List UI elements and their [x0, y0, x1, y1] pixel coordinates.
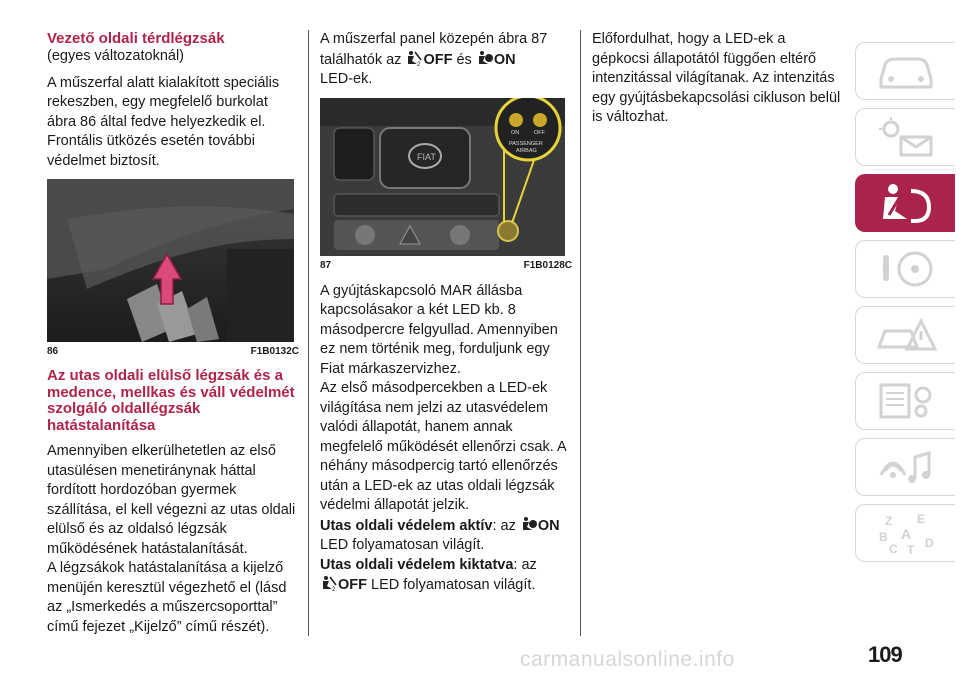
chapter-tab-maintenance[interactable] — [855, 372, 955, 430]
index-letter: Z — [884, 514, 892, 528]
knee-airbag-photo — [47, 179, 294, 342]
chapter-tab-multimedia[interactable] — [855, 438, 955, 496]
svg-text:2: 2 — [417, 61, 421, 66]
section-subtitle: (egyes változatoknál) — [47, 48, 185, 64]
paragraph-led-status: Az első másodpercekben a LED-ek világítása nem jelzi az utasvédelem valódi állapotát, hanem annak megfelelő működését ellenőrzi csak. A néhány másodpercig tartó ellenőrzés után a LED-ek az utas oldali légzsák védelmi állapotát jelzik. — [320, 380, 566, 513]
figure-86-number: 86 — [47, 346, 59, 357]
column-middle — [320, 30, 572, 596]
index-letter: T — [906, 543, 914, 555]
fig-passenger-label: PASSENGER — [509, 140, 543, 147]
steering-wheel-icon — [871, 247, 941, 291]
index-letter: D — [924, 536, 934, 550]
svg-text:FIAT: FIAT — [417, 151, 436, 162]
emergency-icon — [871, 313, 941, 357]
figure-87-caption — [320, 260, 572, 272]
page-number: 109 — [868, 642, 902, 667]
watermark: carmanualsonline.info — [520, 648, 735, 671]
fig-led-on-label: ON — [511, 129, 520, 136]
off-label: OFF — [423, 51, 453, 68]
index-letter: C — [888, 542, 898, 555]
maintenance-icon — [871, 379, 941, 423]
column-divider-1 — [308, 30, 309, 636]
multimedia-icon — [871, 445, 941, 489]
column-divider-2 — [580, 30, 581, 636]
figure-86-code: F1B0132C — [250, 346, 299, 357]
status-active-label: Utas oldali védelem aktív — [320, 517, 493, 534]
figure-86-caption — [47, 346, 299, 358]
paragraph-deactivation-menu: A légzsákok hatástalanítása a kijelző menüjén keresztül végezhető el (lásd az „Ismerkedés a műszercsoporttal” című fejezet „Kijelző” című részét). — [47, 560, 287, 635]
on-label: ON — [493, 51, 516, 68]
index-icon — [871, 511, 941, 555]
paragraph-child-seat: Amennyiben elkerülhetetlen az első utasülésen menetiránynak háttal fordított hordozóban gyermek szállítása, el kell végezni az utas oldali elülső és az oldalsó légzsák működésének hatástalanítását. — [47, 443, 296, 557]
section-title-knee-airbag: Vezető oldali térdlégzsák — [47, 30, 225, 47]
dashboard-led-photo — [320, 98, 565, 256]
status-active-tail: LED folyamatosan világít. — [320, 537, 485, 553]
airbag-off-icon — [320, 575, 338, 591]
car-front-icon — [871, 49, 941, 93]
status-inactive-mid: : az — [513, 556, 537, 573]
status-inactive-tail: LED folyamatosan világít. — [371, 577, 536, 593]
warning-lights-icon — [871, 115, 941, 159]
status-active-line — [320, 516, 572, 556]
and-word: és — [456, 51, 472, 68]
intro-text: A műszerfal panel közepén ábra 87 találhatók az — [320, 31, 548, 68]
paragraph-knee-airbag: A műszerfal alatt kialakított speciális rekeszben, egy megfelelő burkolat ábra 86 által fedve helyezkedik el. Frontális ütközés esetén további védelmet biztosít. — [47, 74, 280, 169]
status-inactive-line — [320, 556, 572, 596]
status-inactive-label: Utas oldali védelem kiktatva — [320, 556, 514, 573]
fig-airbag-label: AIRBAG — [516, 147, 537, 154]
figure-87-code: F1B0128C — [523, 259, 572, 271]
status-inactive-off: OFF — [338, 577, 367, 593]
airbag-seat-icon — [871, 181, 941, 225]
figure-86-image — [47, 179, 294, 342]
index-letter: B — [878, 530, 888, 544]
chapter-tab-car[interactable] — [855, 42, 955, 100]
chapter-tab-index[interactable] — [855, 504, 955, 562]
status-active-on: ON — [537, 517, 560, 534]
column-right — [592, 30, 842, 134]
figure-87-number: 87 — [320, 259, 332, 271]
chapter-sidebar — [855, 42, 955, 570]
airbag-on-icon — [520, 516, 538, 532]
paragraph-led-intensity: Előfordulhat, hogy a LED-ek a gépkocsi állapotától függően eltérő intenzitással világítanak. Az intenzitás egy gyújtásbekapcsolási cikluson belül is változhat. — [592, 31, 841, 125]
section-title-deactivation: Az utas oldali elülső légzsák és a medence, mellkas és váll védelmét szolgáló oldallégzsák hatástalanítása — [47, 367, 295, 434]
status-active-mid: : az — [492, 517, 516, 534]
fig-led-off-label: OFF — [534, 129, 545, 136]
chapter-tab-emergency[interactable] — [855, 306, 955, 364]
index-letter: E — [916, 512, 925, 526]
intro-text-end: LED-ek. — [320, 71, 373, 87]
paragraph-led-location — [320, 30, 572, 90]
paragraph-led-check: A gyújtáskapcsoló MAR állásba kapcsolásakor a két LED kb. 8 másodpercre felgyullad. Amennyiben ez nem történik meg, forduljunk egy Fiat márkaszervizhez. — [320, 282, 558, 377]
column-left — [47, 30, 299, 643]
chapter-tab-driving[interactable] — [855, 240, 955, 298]
figure-87-image — [320, 98, 565, 256]
airbag-off-icon — [405, 50, 423, 66]
airbag-on-icon — [476, 50, 494, 66]
svg-text:2: 2 — [332, 587, 336, 591]
chapter-tab-warning-lights[interactable] — [855, 108, 955, 166]
chapter-tab-safety[interactable] — [855, 174, 955, 232]
index-letter: A — [900, 526, 911, 542]
